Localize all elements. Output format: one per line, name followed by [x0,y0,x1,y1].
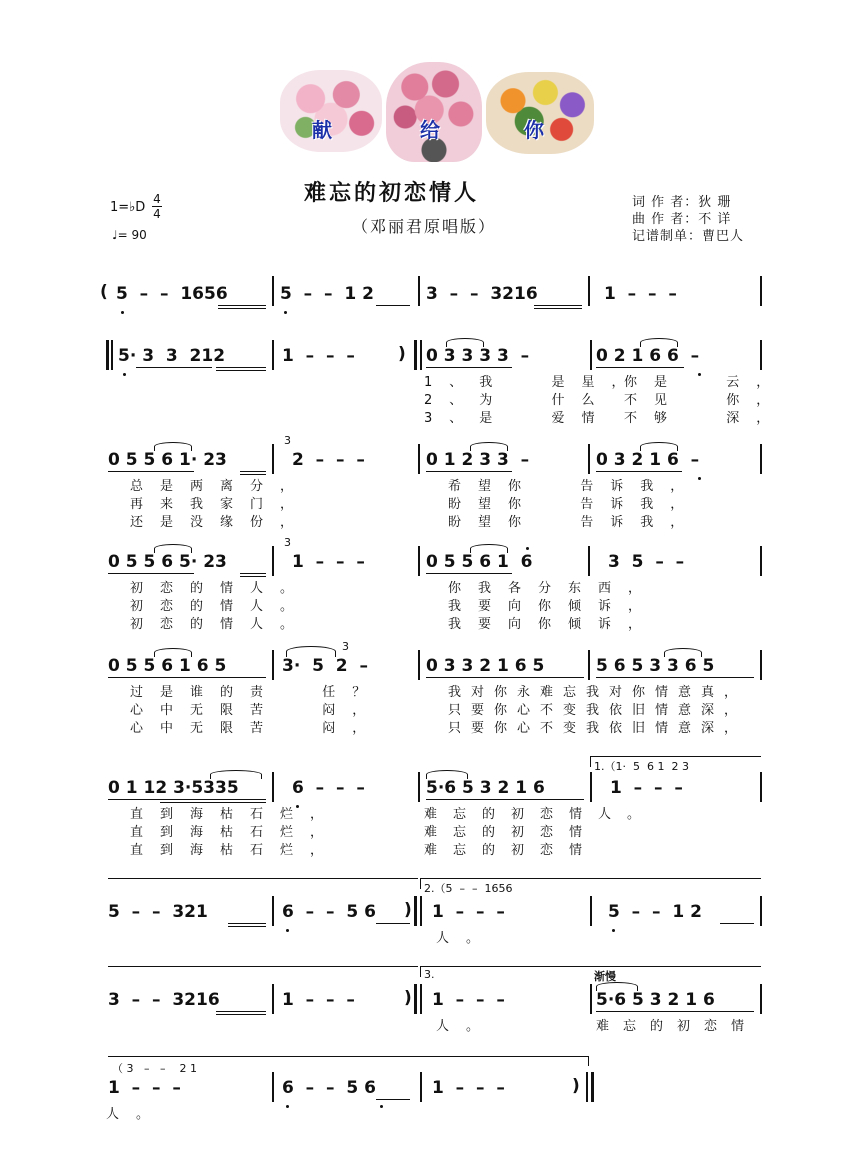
repeat-paren-open: ( [100,282,108,302]
measure-2: 5 – – 1 2 [280,284,374,304]
measure-29: 3 – – 3216 [108,990,220,1010]
lyric-ending-3-tail: 难忘的初恋情 [596,1019,759,1034]
lyric-verse-2: 心中无限苦 闷， [130,703,383,718]
underline [596,471,682,472]
underline [426,677,584,678]
ritardando-marking: 渐慢 [594,970,616,983]
barline [760,650,762,680]
barline [418,772,420,802]
song-title: 难忘的初恋情人 [304,181,480,206]
slur [640,442,678,451]
underline [216,1014,266,1015]
underline [160,802,266,803]
measure-1: 5 – – 1656 [116,284,228,304]
song-subtitle: （邓丽君原唱版） [352,217,497,236]
underline [534,308,582,309]
measure-10: 2 – – – [292,450,365,470]
key-signature: 1=♭D [110,200,146,215]
lyric-ending-3: 人。 [436,1019,497,1034]
barline [272,984,274,1014]
measure-8: 0 2 1 6 6 – [596,346,700,366]
measure-12: 0 3 2 1 6 – [596,450,700,470]
underline [108,471,194,472]
lyric-ending-2: 人。 [436,931,497,946]
slur [154,648,192,657]
low-dot [380,1105,383,1108]
volta-3-label: 3. [424,968,435,981]
measure-24: 1 – – – [610,778,683,798]
lyric-verse-3: 盼望你 告诉我， [448,515,701,530]
repeat-paren-close: ) [404,900,412,920]
measure-11: 0 1 2 3 3 – [426,450,530,470]
barline [272,276,274,306]
underline [240,474,266,475]
time-signature [152,192,162,221]
underline [240,576,266,577]
barline [760,772,762,802]
lyric-verse-2: 盼望你 告诉我， [448,497,701,512]
slur [154,442,192,451]
low-dot [612,929,615,932]
rule [588,1056,589,1066]
measure-13: 0 5 5 6 5· 23 [108,552,227,572]
lyric-verse-2: 不见 你， [624,393,787,408]
time-signature-top: 4 [153,192,161,206]
repeat-paren-close: ) [398,344,406,364]
underline [228,923,266,924]
lyric-verse-3: 心中无限苦 闷， [130,721,383,736]
measure-21: 0 1 12 3·5335 [108,778,239,798]
measure-9: 0 5 5 6 1· 23 [108,450,227,470]
lyric-verse-1: 初恋的情人。 [130,581,311,596]
measure-15: 0 5 5 6 1 6 [426,552,533,572]
low-dot [284,311,287,314]
underline [376,1099,410,1100]
lyric-verse-3: 初恋的情人。 [130,617,311,632]
lyric-verse-1: 总是两离分， [130,479,311,494]
measure-18: 3· 5 2 – [282,656,368,676]
lyric-final: 人。 [106,1107,167,1122]
volta-1-label: 1.（1· 5 6 1 2 3 [594,760,689,773]
credits [632,194,744,245]
transcriber-credit: 记谱制单：曹巴人 [632,229,745,244]
lyric-verse-2: 初恋的情人。 [130,599,311,614]
paren-close: ) [572,1076,580,1096]
title-banner [278,62,596,164]
measure-26: 6 – – 5 6 [282,902,376,922]
low-dot [286,1105,289,1108]
underline [216,367,266,368]
underline [240,471,266,472]
measure-25: 5 – – 321 [108,902,208,922]
banner-word-2: 给 [420,118,441,142]
underline [240,573,266,574]
final-barline [586,1072,588,1102]
measure-14: 1 – – – [292,552,365,572]
slur [470,442,508,451]
banner-word-1: 献 [312,118,333,142]
measure-7: 0 3 3 3 3 – [426,346,530,366]
underline [218,305,266,306]
underline [426,573,512,574]
underline [534,305,582,306]
barline [272,772,274,802]
measure-19: 0 3 3 2 1 6 5 [426,656,545,676]
barline [272,650,274,680]
lyric-verse-3: 还是没缘份， [130,515,311,530]
coda-line: （ 3 – – 2 1 [112,1062,197,1075]
barline [760,896,762,926]
underline [720,923,754,924]
barline [272,896,274,926]
grace-note: 3 [284,536,291,549]
lyric-verse-1: 希望你 告诉我， [448,479,701,494]
barline [418,650,420,680]
measure-35: 1 – – – [432,1078,505,1098]
lyric-verse-2: 难忘的初恋情 [424,825,599,840]
lyric-verse-3: 直到海枯石烂， [130,843,341,858]
time-signature-bottom: 4 [153,207,161,221]
rule [108,966,418,967]
grace-note: 3 [284,434,291,447]
underline [216,370,266,371]
lyric-verse-3: 我要向你倾诉， [448,617,659,632]
volta-2-label: 2.（5 – – 1656 [424,882,513,895]
underline [376,305,410,306]
repeat-barline [106,340,109,370]
final-barline [591,1072,594,1102]
tempo-marking: ♩= 90 [112,228,147,242]
underline [216,1011,266,1012]
lyric-verse-1: 过是谁的责 任？ [130,685,383,700]
lyric-verse-1: 直到海枯石烂， [130,807,341,822]
slur [210,770,262,779]
underline [426,471,512,472]
lyric-verse-3: 不够 深， [624,411,787,426]
barline [590,984,592,1014]
barline [272,1072,274,1102]
underline [136,367,212,368]
underline [108,573,194,574]
measure-20: 5 6 5 3 3 6 5 [596,656,715,676]
slur [154,544,192,553]
barline [588,276,590,306]
underline [426,799,584,800]
rose-bouquet-icon [386,62,482,162]
barline [588,650,590,680]
barline [590,896,592,926]
barline [272,546,274,576]
measure-4: 1 – – – [604,284,677,304]
barline [588,546,590,576]
underline [596,367,684,368]
underline [108,677,266,678]
slur [596,982,638,991]
repeat-barline [414,896,417,926]
repeat-barline [420,340,422,370]
barline [418,276,420,306]
measure-33: 1 – – – [108,1078,181,1098]
barline [590,340,592,370]
rule [108,878,418,879]
measure-5: 5· 3 3 212 [118,346,226,366]
lyric-verse-2: 2、为 什么 [424,393,612,408]
repeat-barline [414,340,417,370]
composer-credit: 曲 作 者：不 详 [632,212,732,227]
lyric-verse-2: 直到海枯石烂， [130,825,341,840]
lyricist-credit: 词 作 者：狄 珊 [632,195,732,210]
rule [108,1056,588,1057]
lyric-verse-3: 难忘的初恋情 [424,843,599,858]
barline [272,444,274,474]
grace-note: 3 [342,640,349,653]
barline [760,546,762,576]
barline [760,276,762,306]
barline [590,772,592,802]
lyric-verse-1: 难忘的初恋情人。 [424,807,657,822]
volta-bracket-3 [420,966,761,977]
low-dot [286,929,289,932]
underline [108,799,266,800]
barline [272,340,274,370]
underline [596,1011,754,1012]
underline [426,367,512,368]
measure-27: 1 – – – [432,902,505,922]
measure-31: 1 – – – [432,990,505,1010]
measure-6: 1 – – – [282,346,355,366]
underline [376,923,410,924]
measure-22: 6 – – – [292,778,365,798]
slur [286,646,336,657]
underline [596,677,754,678]
measure-30: 1 – – – [282,990,355,1010]
barline [760,340,762,370]
barline [420,1072,422,1102]
repeat-paren-close: ) [404,988,412,1008]
low-dot [121,311,124,314]
slur [664,648,702,657]
measure-32: 5·6 5 3 2 1 6 [596,990,715,1010]
barline [418,444,420,474]
barline [588,444,590,474]
underline [228,926,266,927]
measure-16: 3 5 – – [608,552,685,572]
repeat-barline [420,896,422,926]
lyric-verse-3: 只要你心不变我依旧情意深， [448,721,748,736]
measure-23: 5·6 5 3 2 1 6 [426,778,545,798]
barline [760,984,762,1014]
measure-28: 5 – – 1 2 [608,902,702,922]
lyric-verse-2: 只要你心不变我依旧情意深， [448,703,748,718]
lyric-verse-2: 我要向你倾诉， [448,599,659,614]
measure-17: 0 5 5 6 1 6 5 [108,656,227,676]
barline [418,546,420,576]
lyric-verse-1: 你我各分东西， [448,581,659,596]
slur [446,338,484,347]
slur [470,544,508,553]
lyric-verse-1: 我对你永难忘我对你情意真， [448,685,748,700]
low-dot [123,373,126,376]
slur [426,770,468,779]
repeat-barline [420,984,422,1014]
lyric-verse-2: 再来我家门， [130,497,311,512]
high-dot [526,547,529,550]
repeat-barline [414,984,417,1014]
repeat-barline [111,340,113,370]
lyric-verse-3: 3、是 爱情 [424,411,612,426]
slur [640,338,678,347]
lyric-verse-1: 1、我 是星， [424,375,642,390]
barline [760,444,762,474]
lyric-verse-1: 你是 云， [624,375,787,390]
underline [218,308,266,309]
measure-3: 3 – – 3216 [426,284,538,304]
measure-34: 6 – – 5 6 [282,1078,376,1098]
banner-word-3: 你 [524,118,545,142]
